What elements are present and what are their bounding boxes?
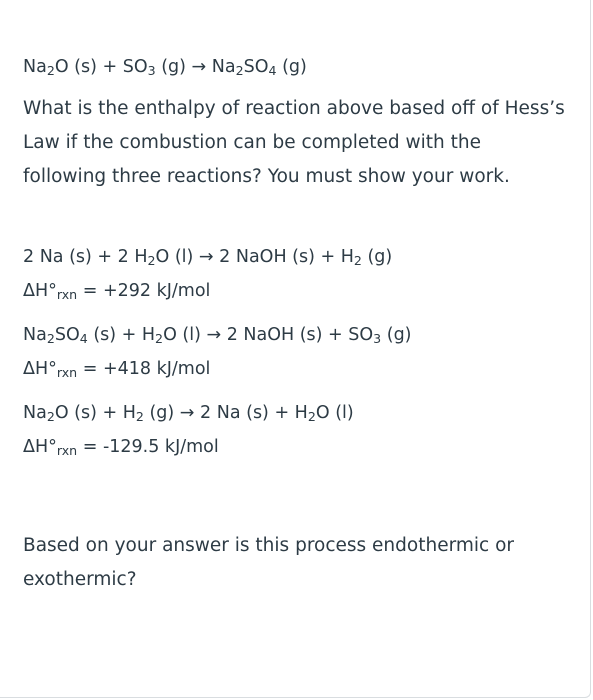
eq-subscript: 3 bbox=[147, 63, 156, 79]
delta-h-symbol: ΔH° bbox=[23, 281, 57, 301]
eq-text: (g) bbox=[381, 325, 412, 345]
delta-h-symbol: ΔH° bbox=[23, 359, 57, 379]
target-equation bbox=[23, 50, 568, 84]
eq-subscript: 4 bbox=[79, 331, 88, 347]
delta-h-value: = +418 kJ/mol bbox=[77, 359, 211, 379]
eq-text: Na bbox=[23, 57, 47, 77]
reaction-3-equation bbox=[23, 396, 568, 430]
eq-subscript: 2 bbox=[147, 253, 156, 269]
eq-text: (g) bbox=[361, 247, 393, 267]
eq-subscript: rxn bbox=[56, 365, 78, 381]
eq-text: (g) → 2 Na (s) + H bbox=[143, 403, 308, 423]
delta-h-symbol: ΔH° bbox=[23, 437, 57, 457]
followup-question: Based on your answer is this process endothermic or exothermic? bbox=[23, 535, 514, 590]
eq-text: O (l) bbox=[315, 403, 354, 423]
reaction-2-equation bbox=[23, 318, 568, 352]
eq-subscript: 2 bbox=[155, 331, 164, 347]
delta-h-value: = +292 kJ/mol bbox=[77, 281, 211, 301]
eq-text: SO bbox=[54, 325, 80, 345]
eq-text: O (l) → 2 NaOH (s) + SO bbox=[163, 325, 374, 345]
reaction-1-equation bbox=[23, 240, 568, 274]
eq-text: SO bbox=[243, 57, 269, 77]
eq-text: (s) + H bbox=[87, 325, 156, 345]
eq-subscript: 2 bbox=[46, 331, 55, 347]
question-content bbox=[23, 50, 568, 597]
eq-subscript: 2 bbox=[235, 63, 244, 79]
eq-subscript: 2 bbox=[135, 409, 144, 425]
eq-text: + bbox=[96, 57, 123, 77]
eq-text: Na bbox=[211, 57, 236, 77]
eq-subscript: rxn bbox=[56, 287, 78, 303]
eq-subscript: 2 bbox=[46, 63, 55, 79]
eq-subscript: 2 bbox=[307, 409, 316, 425]
eq-text: Na bbox=[23, 403, 47, 423]
reaction-1-enthalpy bbox=[23, 274, 568, 308]
eq-text: (g) bbox=[276, 57, 307, 77]
eq-text: SO bbox=[122, 57, 148, 77]
eq-subscript: 2 bbox=[353, 253, 362, 269]
question-text: What is the enthalpy of reaction above based off of Hess’s Law if the combustion can be completed with the following three reactions? You must show your work. bbox=[23, 98, 565, 187]
reaction-3-enthalpy bbox=[23, 430, 568, 464]
eq-text: (g) bbox=[155, 57, 186, 77]
eq-subscript: 2 bbox=[46, 409, 55, 425]
eq-subscript: 4 bbox=[268, 63, 277, 79]
eq-text: O (l) → 2 NaOH (s) + H bbox=[155, 247, 354, 267]
eq-text: O (s) bbox=[54, 57, 97, 77]
eq-arrow: → bbox=[185, 57, 212, 77]
eq-text: Na bbox=[23, 325, 47, 345]
eq-text: 2 Na (s) + 2 H bbox=[23, 247, 148, 267]
delta-h-value: = -129.5 kJ/mol bbox=[77, 437, 219, 457]
eq-subscript: rxn bbox=[56, 443, 78, 459]
reaction-2-enthalpy bbox=[23, 352, 568, 386]
eq-text: O (s) + H bbox=[54, 403, 136, 423]
eq-subscript: 3 bbox=[373, 331, 382, 347]
